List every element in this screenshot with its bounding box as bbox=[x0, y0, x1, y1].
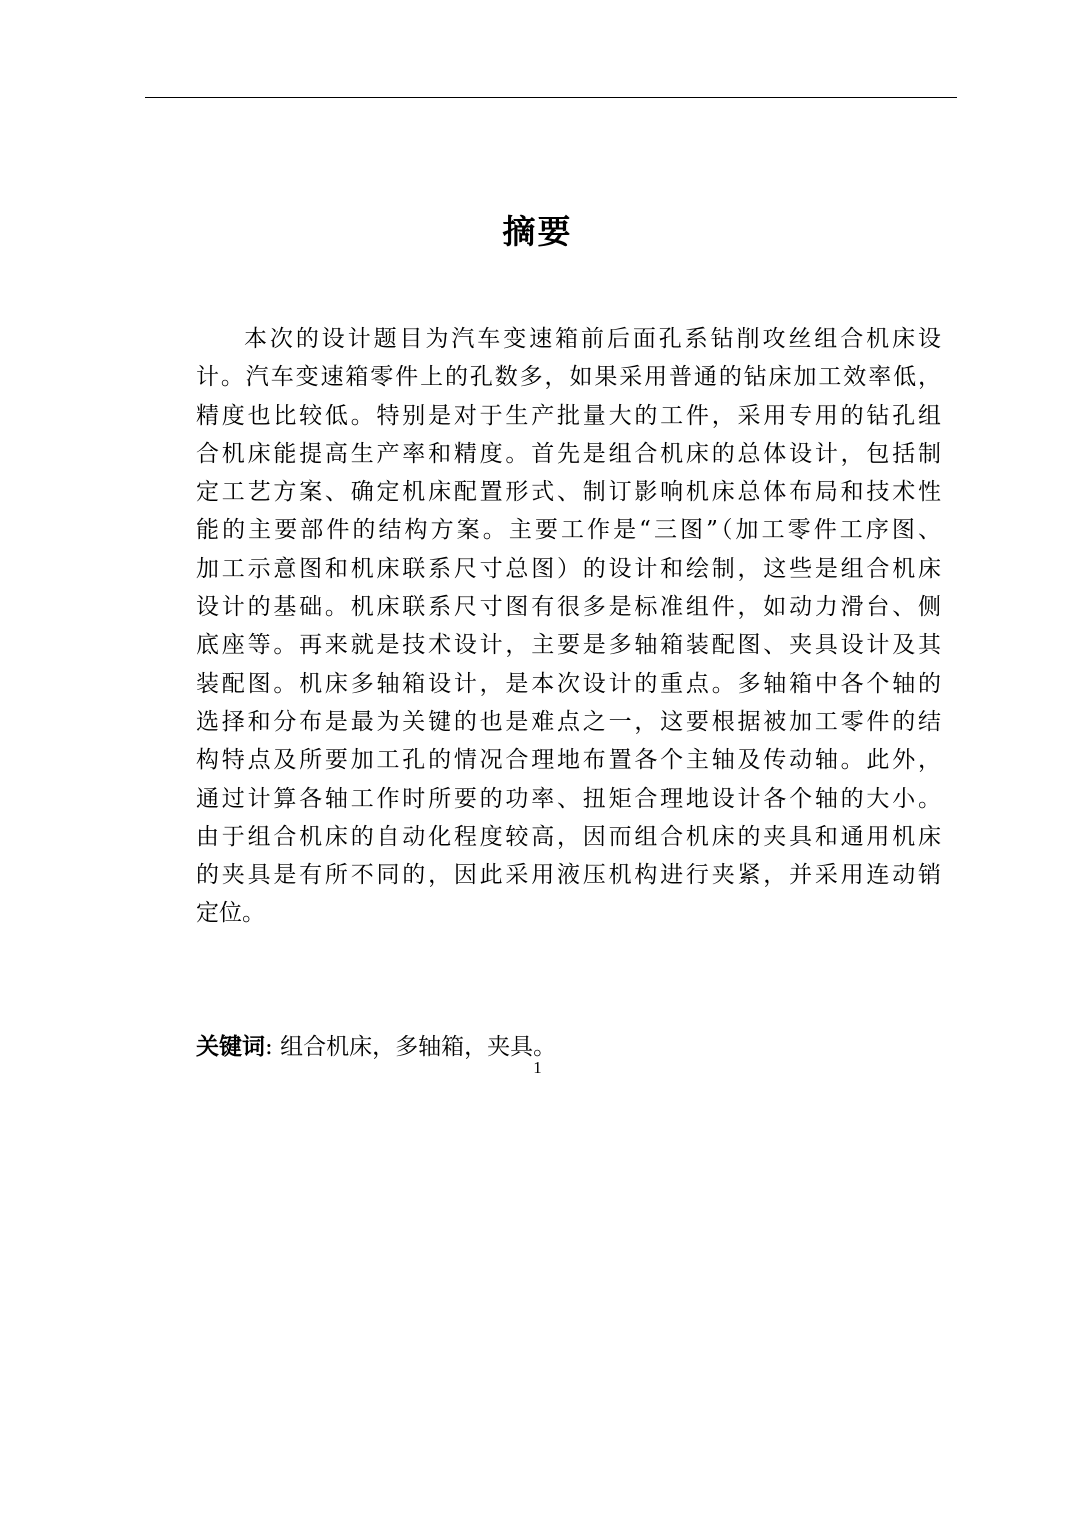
abstract-line: 底座等。再来就是技术设计，主要是多轴箱装配图、夹具设计及其 bbox=[196, 632, 941, 659]
abstract-line: 装配图。机床多轴箱设计，是本次设计的重点。多轴箱中各个轴的 bbox=[196, 670, 941, 697]
abstract-paragraph bbox=[196, 320, 941, 933]
abstract-line: 本次的设计题目为汽车变速箱前后面孔系钻削攻丝组合机床设 bbox=[244, 326, 941, 352]
abstract-line: 选择和分布是最为关键的也是难点之一，这要根据被加工零件的结 bbox=[196, 708, 941, 735]
abstract-line: 精度也比较低。特别是对于生产批量大的工件，采用专用的钻孔组 bbox=[196, 402, 941, 429]
header-rule bbox=[145, 97, 957, 98]
abstract-line: 设计的基础。机床联系尺寸图有很多是标准组件，如动力滑台、侧 bbox=[196, 594, 941, 621]
abstract-line: 构特点及所要加工孔的情况合理地布置各个主轴及传动轴。此外， bbox=[196, 747, 941, 774]
keywords-text: 组合机床，多轴箱，夹具。 bbox=[280, 1034, 557, 1060]
keywords-label: 关键词 bbox=[196, 1034, 265, 1060]
abstract-line: 加工示意图和机床联系尺寸总图）的设计和绘制，这些是组合机床 bbox=[196, 555, 941, 582]
abstract-line: 由于组合机床的自动化程度较高，因而组合机床的夹具和通用机床 bbox=[196, 823, 941, 850]
keywords-separator: : bbox=[265, 1034, 273, 1060]
abstract-line: 的夹具是有所不同的，因此采用液压机构进行夹紧，并采用连动销 bbox=[196, 862, 941, 889]
abstract-line: 能的主要部件的结构方案。主要工作是“三图”（加工零件工序图、 bbox=[196, 517, 941, 544]
abstract-line: 计。汽车变速箱零件上的孔数多，如果采用普通的钻床加工效率低， bbox=[196, 364, 941, 391]
page-title: 摘要 bbox=[502, 212, 573, 251]
abstract-line: 定位。 bbox=[196, 900, 265, 927]
page-number: 1 bbox=[533, 1058, 542, 1077]
abstract-line: 定工艺方案、确定机床配置形式、制订影响机床总体布局和技术性 bbox=[196, 479, 941, 506]
abstract-line: 通过计算各轴工作时所要的功率、扭矩合理地设计各个轴的大小。 bbox=[196, 785, 941, 812]
abstract-line: 合机床能提高生产率和精度。首先是组合机床的总体设计，包括制 bbox=[196, 440, 941, 467]
